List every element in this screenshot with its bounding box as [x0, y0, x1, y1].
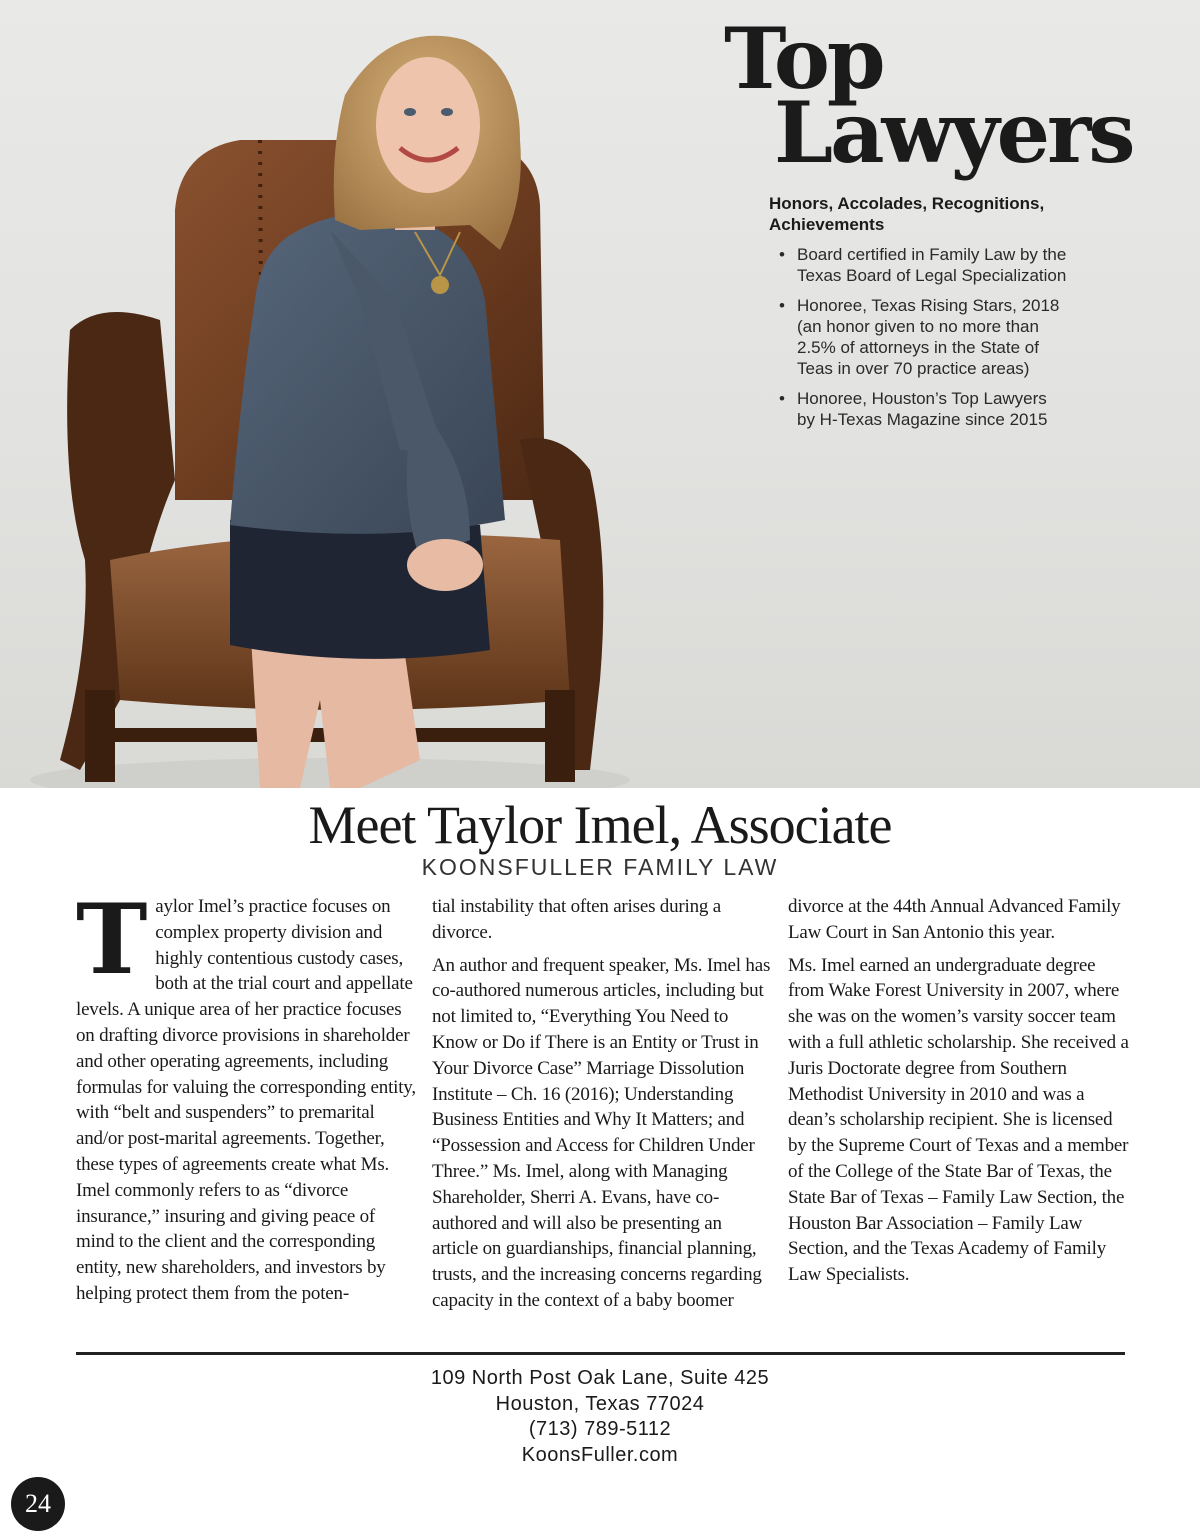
drop-cap: T	[76, 883, 148, 996]
address: 109 North Post Oak Lane, Suite 425	[430, 1367, 770, 1389]
paragraph: aylor Imel’s practice focuses on complex property division and highly contentious custody cases, both at the trial court and appellate levels. A unique area of her practice focuses on drafting divorce provisions in shareholder and other operating agreements, including formulas for valuing the corresponding entity, with “belt and suspenders” to premarital and/or post-marital agreements. Together, these types of agreements create what Ms. Imel commonly refers to as “divorce insurance,” insuring and giving peace of mind to the client and the corresponding entity, new shareholders, and investors by helping protect them from the poten-	[76, 896, 416, 1304]
article-column-3	[788, 894, 1133, 1295]
paragraph: divorce at the 44th Annual Advanced Family Law Court in San Antonio this year.	[788, 896, 1121, 943]
article-column-2	[432, 894, 772, 1321]
honors-item: • Board certified in Family Law by the Texas Board of Legal Specialization	[777, 244, 1067, 286]
honors-item: • Honoree, Houston’s Top Lawyers by H-Texas Magazine since 2015	[777, 388, 1067, 430]
feature-title-line2: Lawyers	[774, 82, 1133, 182]
honors-list	[777, 244, 1067, 439]
feature-title	[718, 9, 1133, 182]
paragraph: An author and frequent speaker, Ms. Imel has co-authored numerous articles, including but not limited to, “Everything You Need to Know or Do if There is an Entity or Trust in Your Divorce Case” Marriage Dissolution Institute – Ch. 16 (2016); Understanding Business Entities and Why It Matters; and “Possession and Access for Children Under Three.” Ms. Imel, along with Managing Shareholder, Sherri A. Evans, have co-authored and will also be presenting an article on guardianships, financial planning, trusts, and the increasing concerns regarding capacity in the context of a baby boomer	[432, 954, 771, 1311]
paragraph: tial instability that often arises during a divorce.	[432, 896, 721, 943]
paragraph: Ms. Imel earned an undergraduate degree from Wake Forest University in 2007, where she was on the women’s varsity soccer team with a full athletic scholarship. She received a Juris Doctorate degree from Southern Methodist University in 2010 and was a dean’s scholarship recipient. She is licensed by the Supreme Court of Texas and a member of the College of the State Bar of Texas, the State Bar of Texas – Family Law Section, the Houston Bar Association – Family Law Section, and the Texas Academy of Family Law Specialists.	[788, 954, 1129, 1286]
article-column-1	[76, 883, 416, 1314]
article-headline: Meet Taylor Imel, Associate	[308, 795, 892, 855]
website-link[interactable]: KoonsFuller.com	[521, 1443, 679, 1466]
contact-block	[0, 1366, 1200, 1468]
city: Houston, Texas 77024	[495, 1392, 705, 1415]
honors-item: • Honoree, Texas Rising Stars, 2018 (an honor given to no more than 2.5% of attorneys in the State of Teas in over 70 practice areas)	[777, 295, 1067, 379]
honors-heading: Honors, Accolades, Recognitions, Achievements	[769, 194, 1045, 234]
feature-title-line1: Top	[724, 9, 883, 108]
phone: (713) 789-5112	[528, 1418, 672, 1440]
page-number: 24	[11, 1477, 65, 1531]
divider	[76, 1352, 1125, 1355]
firm-name: KOONSFULLER FAMILY LAW	[421, 854, 779, 880]
